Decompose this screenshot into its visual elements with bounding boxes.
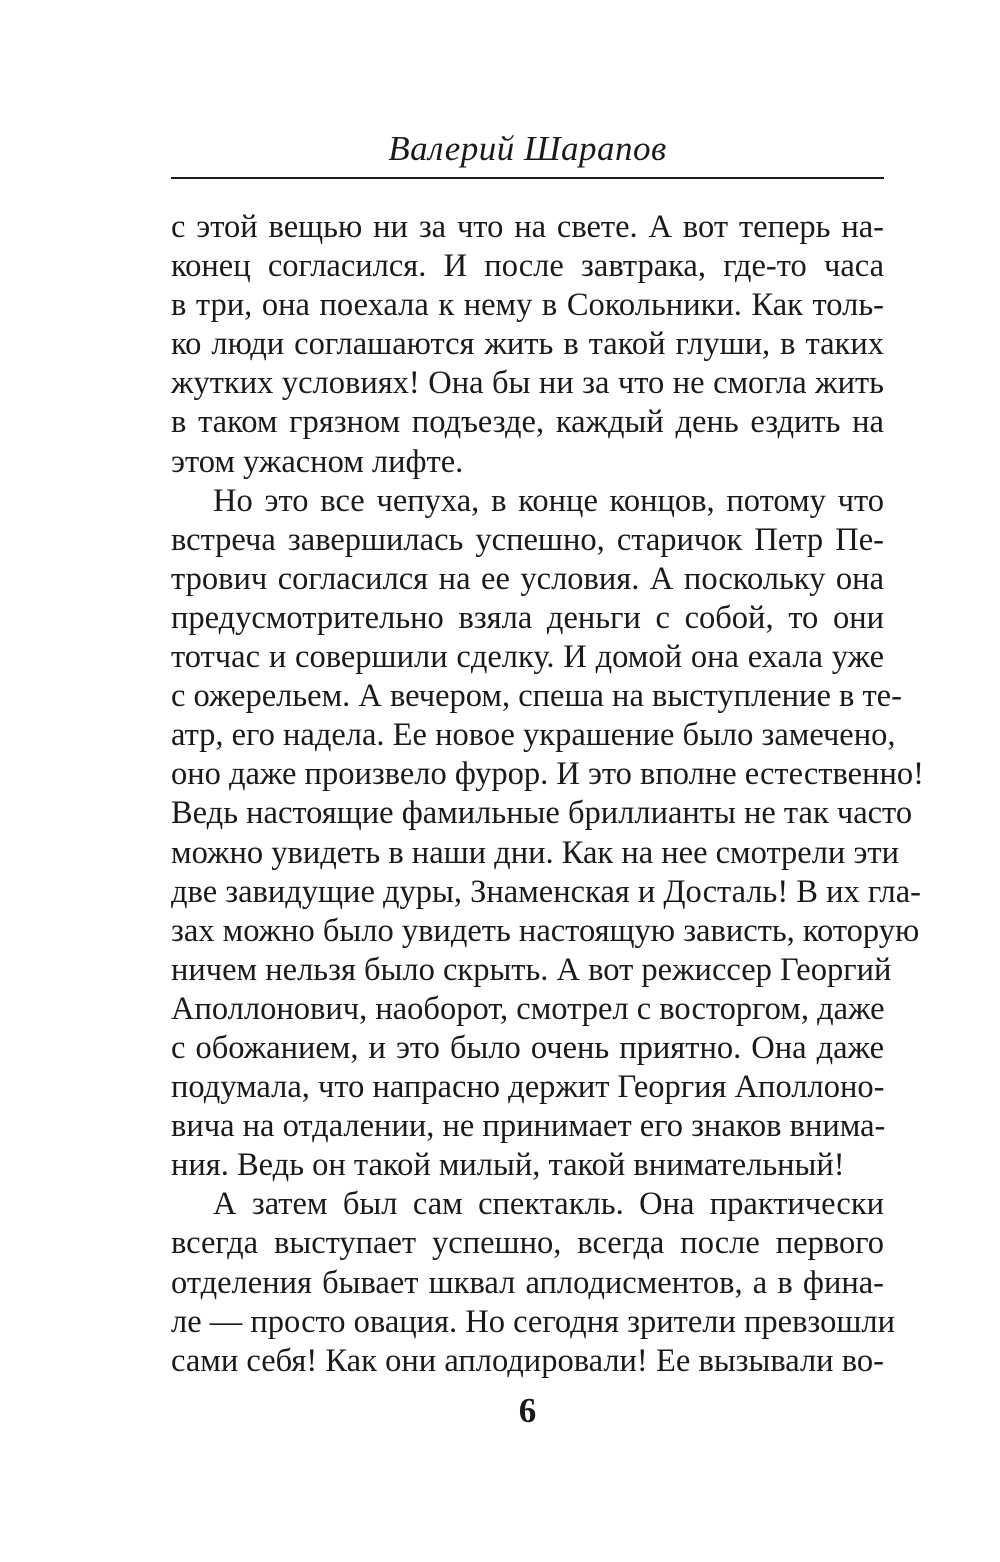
text-line: отделения бывает шквал аплодисментов, а в фина- [171,1264,884,1301]
text-line: в три, она поехала к нему в Сокольники. Как толь- [171,287,884,324]
text-line: тотчас и совершили сделку. И домой она ехала уже [171,639,884,676]
text-line: ко люди соглашаются жить в такой глуши, в таких [171,326,884,363]
text-line: с обожанием, и это было очень приятно. Она даже [171,1029,884,1066]
text-line: Ведь настоящие фамильные бриллианты не так часто [171,795,913,832]
text-line: ния. Ведь он такой милый, такой внимательный! [171,1147,845,1184]
text-line: А затем был сам спектакль. Она практически [213,1186,884,1223]
running-head-author: Валерий Шарапов [388,129,667,168]
text-line: конец согласился. И после завтрака, где-то часа [171,248,884,285]
text-line: жутких условиях! Она бы ни за что не смогла жить [171,365,884,402]
text-line: с этой вещью ни за что на свете. А вот теперь на- [171,209,884,245]
text-line: атр, его надела. Ее новое украшение было замечено, [171,717,896,754]
text-line: этом ужасном лифте. [171,443,464,480]
text-line: две завидущие дуры, Знаменская и Досталь! В их гла- [171,873,922,910]
text-line: подумала, что напрасно держит Георгия Аполлоно- [171,1069,885,1106]
text-line: Аполлонович, наоборот, смотрел с восторгом, даже [171,990,885,1027]
text-line: можно увидеть в наши дни. Как на нее смотрели эти [171,834,899,871]
text-line: в таком грязном подъезде, каждый день ездить на [171,404,884,441]
text-line: сами себя! Как они аплодировали! Ее вызывали во- [171,1342,884,1379]
text-line: оно даже произвело фурор. И это вполне естественно! [171,756,924,793]
header-rule [171,177,884,179]
text-line: всегда выступает успешно, всегда после первого [171,1225,884,1262]
text-line: предусмотрительно взяла деньги с собой, то они [171,599,884,636]
page-number: 6 [518,1391,537,1430]
text-line: с ожерельем. А вечером, спеша на выступление в те- [171,678,902,715]
text-line: встреча завершилась успешно, старичок Петр Пе- [171,521,884,558]
body-text [171,208,924,1381]
text-line: ле — просто овация. Но сегодня зрители превзошли [171,1303,895,1340]
text-line: Но это все чепуха, в конце концов, потому что [213,482,884,519]
text-line: трович согласился на ее условия. А поскольку она [171,560,884,597]
text-line: ничем нельзя было скрыть. А вот режиссер Георгий [171,951,892,988]
text-line: вича на отдалении, не принимает его знаков внима- [171,1108,886,1145]
text-line: зах можно было увидеть настоящую зависть, которую [171,912,920,949]
